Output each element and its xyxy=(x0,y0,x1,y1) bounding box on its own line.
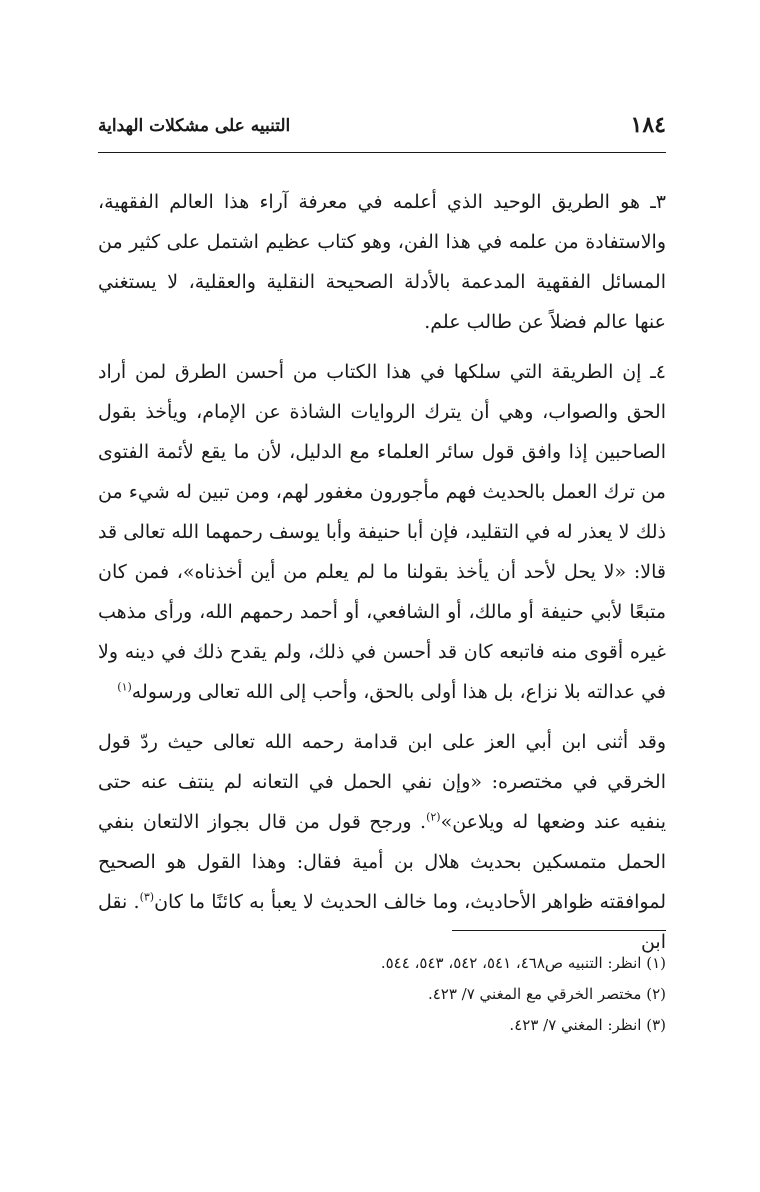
main-text xyxy=(98,182,666,972)
paragraph-4 xyxy=(98,352,666,712)
running-title: التنبيه على مشكلات الهداية xyxy=(98,116,291,136)
paragraph-3 xyxy=(98,182,666,342)
paragraph-3-text: ٣ـ هو الطريق الوحيد الذي أعلمه في معرفة آراء هذا العالم الفقهية، والاستفادة من علمه في هذا الفن، وهو كتاب عظيم اشتمل على كثير من المسائل الفقهية المدعمة بالأدلة الصحيحة النقلية والعقلية، لا يستغني عنها عالم فضلاً عن طالب علم. xyxy=(98,191,666,333)
footnote-ref-1: (١) xyxy=(117,680,132,694)
footnote-ref-3: (٣) xyxy=(139,890,155,904)
paragraph-praise-text-a: وقد أثنى ابن أبي العز على ابن قدامة رحمه الله تعالى حيث ردّ قول الخرقي في مختصره: «وإن نفي الحمل في التعانه لم ينتف عنه حتى ينفيه عند وضعها له ويلاعن» xyxy=(98,731,666,833)
header-rule xyxy=(98,152,666,153)
paragraph-praise-text-b: . ورجح قول من قال بجواز الالتعان بنفي الحمل متمسكين بحديث هلال بن أمية فقال: وهذا القول هو الصحيح لموافقته ظواهر الأحاديث، وما خالف الحديث لا يعبأ به كائنًا ما كان xyxy=(98,811,666,913)
paragraph-praise xyxy=(98,722,666,962)
page-number: ١٨٤ xyxy=(630,112,666,138)
footnote-3: (٣) انظر: المغني ٧/ ٤٢٣. xyxy=(509,1016,666,1034)
footnote-2: (٢) مختصر الخرقي مع المغني ٧/ ٤٢٣. xyxy=(427,985,666,1003)
paragraph-praise-text-c: . نقل ابن xyxy=(98,891,666,953)
footnote-ref-2: (٢) xyxy=(426,810,441,824)
paragraph-4-text: ٤ـ إن الطريقة التي سلكها في هذا الكتاب من أحسن الطرق لمن أراد الحق والصواب، وهي أن يترك الروايات الشاذة عن الإمام، ويأخذ بقول الصاحبين إذا وافق قول سائر العلماء مع الدليل، لأن ما يقع لأئمة الفتوى من ترك العمل بالحديث فهم مأجورون مغفور لهم، ومن تبين له شيء من ذلك لا يعذر له في التقليد، فإن أبا حنيفة وأبا يوسف رحمهما الله تعالى قد قالا: «لا يحل لأحد أن يأخذ بقولنا ما لم يعلم من أين أخذناه»، فمن كان متبعًا لأبي حنيفة أو مالك، أو الشافعي، أو أحمد رحمهم الله، ورأى مذهب غيره أقوى منه فاتبعه كان قد أحسن في ذلك، ولم يقدح ذلك في دينه ولا في عدالته بلا نزاع، بل هذا أولى بالحق، وأحب إلى الله تعالى ورسوله xyxy=(98,361,666,703)
footnotes xyxy=(94,948,666,1041)
footnote-rule xyxy=(452,930,666,931)
footnote-1: (١) انظر: التنبيه ص٤٦٨، ٥٤١، ٥٤٢، ٥٤٣، ٥٤٤. xyxy=(380,954,666,972)
page-header xyxy=(98,112,666,146)
